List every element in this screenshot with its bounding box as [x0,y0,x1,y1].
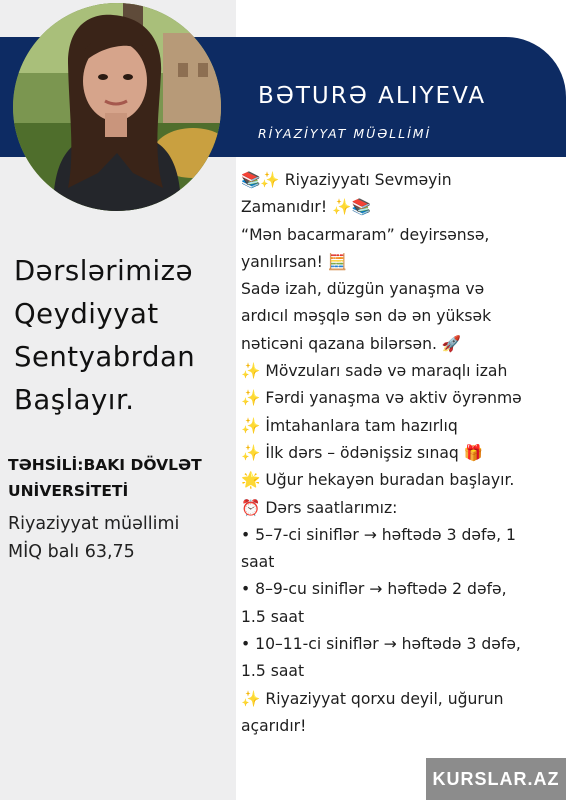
headline-line: Sentyabrdan [14,341,196,373]
body-line: nəticəni qazana bilərsən. 🚀 [241,334,462,353]
schedule-item: • 5–7-ci siniflər → həftədə 3 dəfə, 1 [241,525,516,544]
body-line: “Mən bacarmaram” deyirsənsə, [241,225,490,244]
feature-item: ✨ Mövzuları sadə və maraqlı izah [241,362,508,381]
miq-score: MİQ balı 63,75 [8,542,135,562]
kurslar-watermark: KURSLAR.AZ [426,758,566,800]
teacher-name: BƏTURƏ ALIYEVA [258,83,487,109]
closing-line: ✨ Riyaziyyat qorxu deyil, uğurun [241,689,504,708]
feature-item: 🌟 Uğur hekayən buradan başlayır. [241,471,515,490]
education-title-line: UNİVERSİTETİ [8,482,129,500]
feature-item: ✨ İmtahanlara tam hazırlıq [241,416,458,435]
schedule-item: saat [241,553,275,572]
feature-item: ✨ Fərdi yanaşma və aktiv öyrənmə [241,389,522,408]
body-line: 📚✨ Riyaziyyatı Sevməyin [241,171,452,189]
feature-item: ✨ İlk dərs – ödənişsiz sınaq 🎁 [241,443,484,462]
headline-line: Dərslərimizə [14,255,194,287]
schedule-item: 1.5 saat [241,662,305,681]
body-line: yanılırsan! 🧮 [241,252,348,271]
body-line: Zamanıdır! ✨📚 [241,198,371,217]
teacher-photo [13,3,221,211]
course-description [241,167,563,740]
registration-headline [14,250,239,422]
education-title-line: TƏHSİLİ:BAKI DÖVLƏT [8,456,202,474]
headline-line: Qeydiyyat [14,298,159,330]
education-details [8,510,236,566]
headline-line: Başlayır. [14,384,135,416]
schedule-heading: ⏰ Dərs saatlarımız: [241,498,398,517]
schedule-item: • 10–11-ci siniflər → həftədə 3 dəfə, [241,635,521,654]
teacher-role: RİYAZİYYAT MÜƏLLİMİ [258,126,432,141]
closing-line: açarıdır! [241,716,307,735]
schedule-item: 1.5 saat [241,607,305,626]
body-line: ardıcıl məşqlə sən də ən yüksək [241,307,492,326]
body-line: Sadə izah, düzgün yanaşma və [241,280,485,299]
education-subject: Riyaziyyat müəllimi [8,514,180,534]
schedule-item: • 8–9-cu siniflər → həftədə 2 dəfə, [241,580,507,599]
education-title [8,452,238,504]
